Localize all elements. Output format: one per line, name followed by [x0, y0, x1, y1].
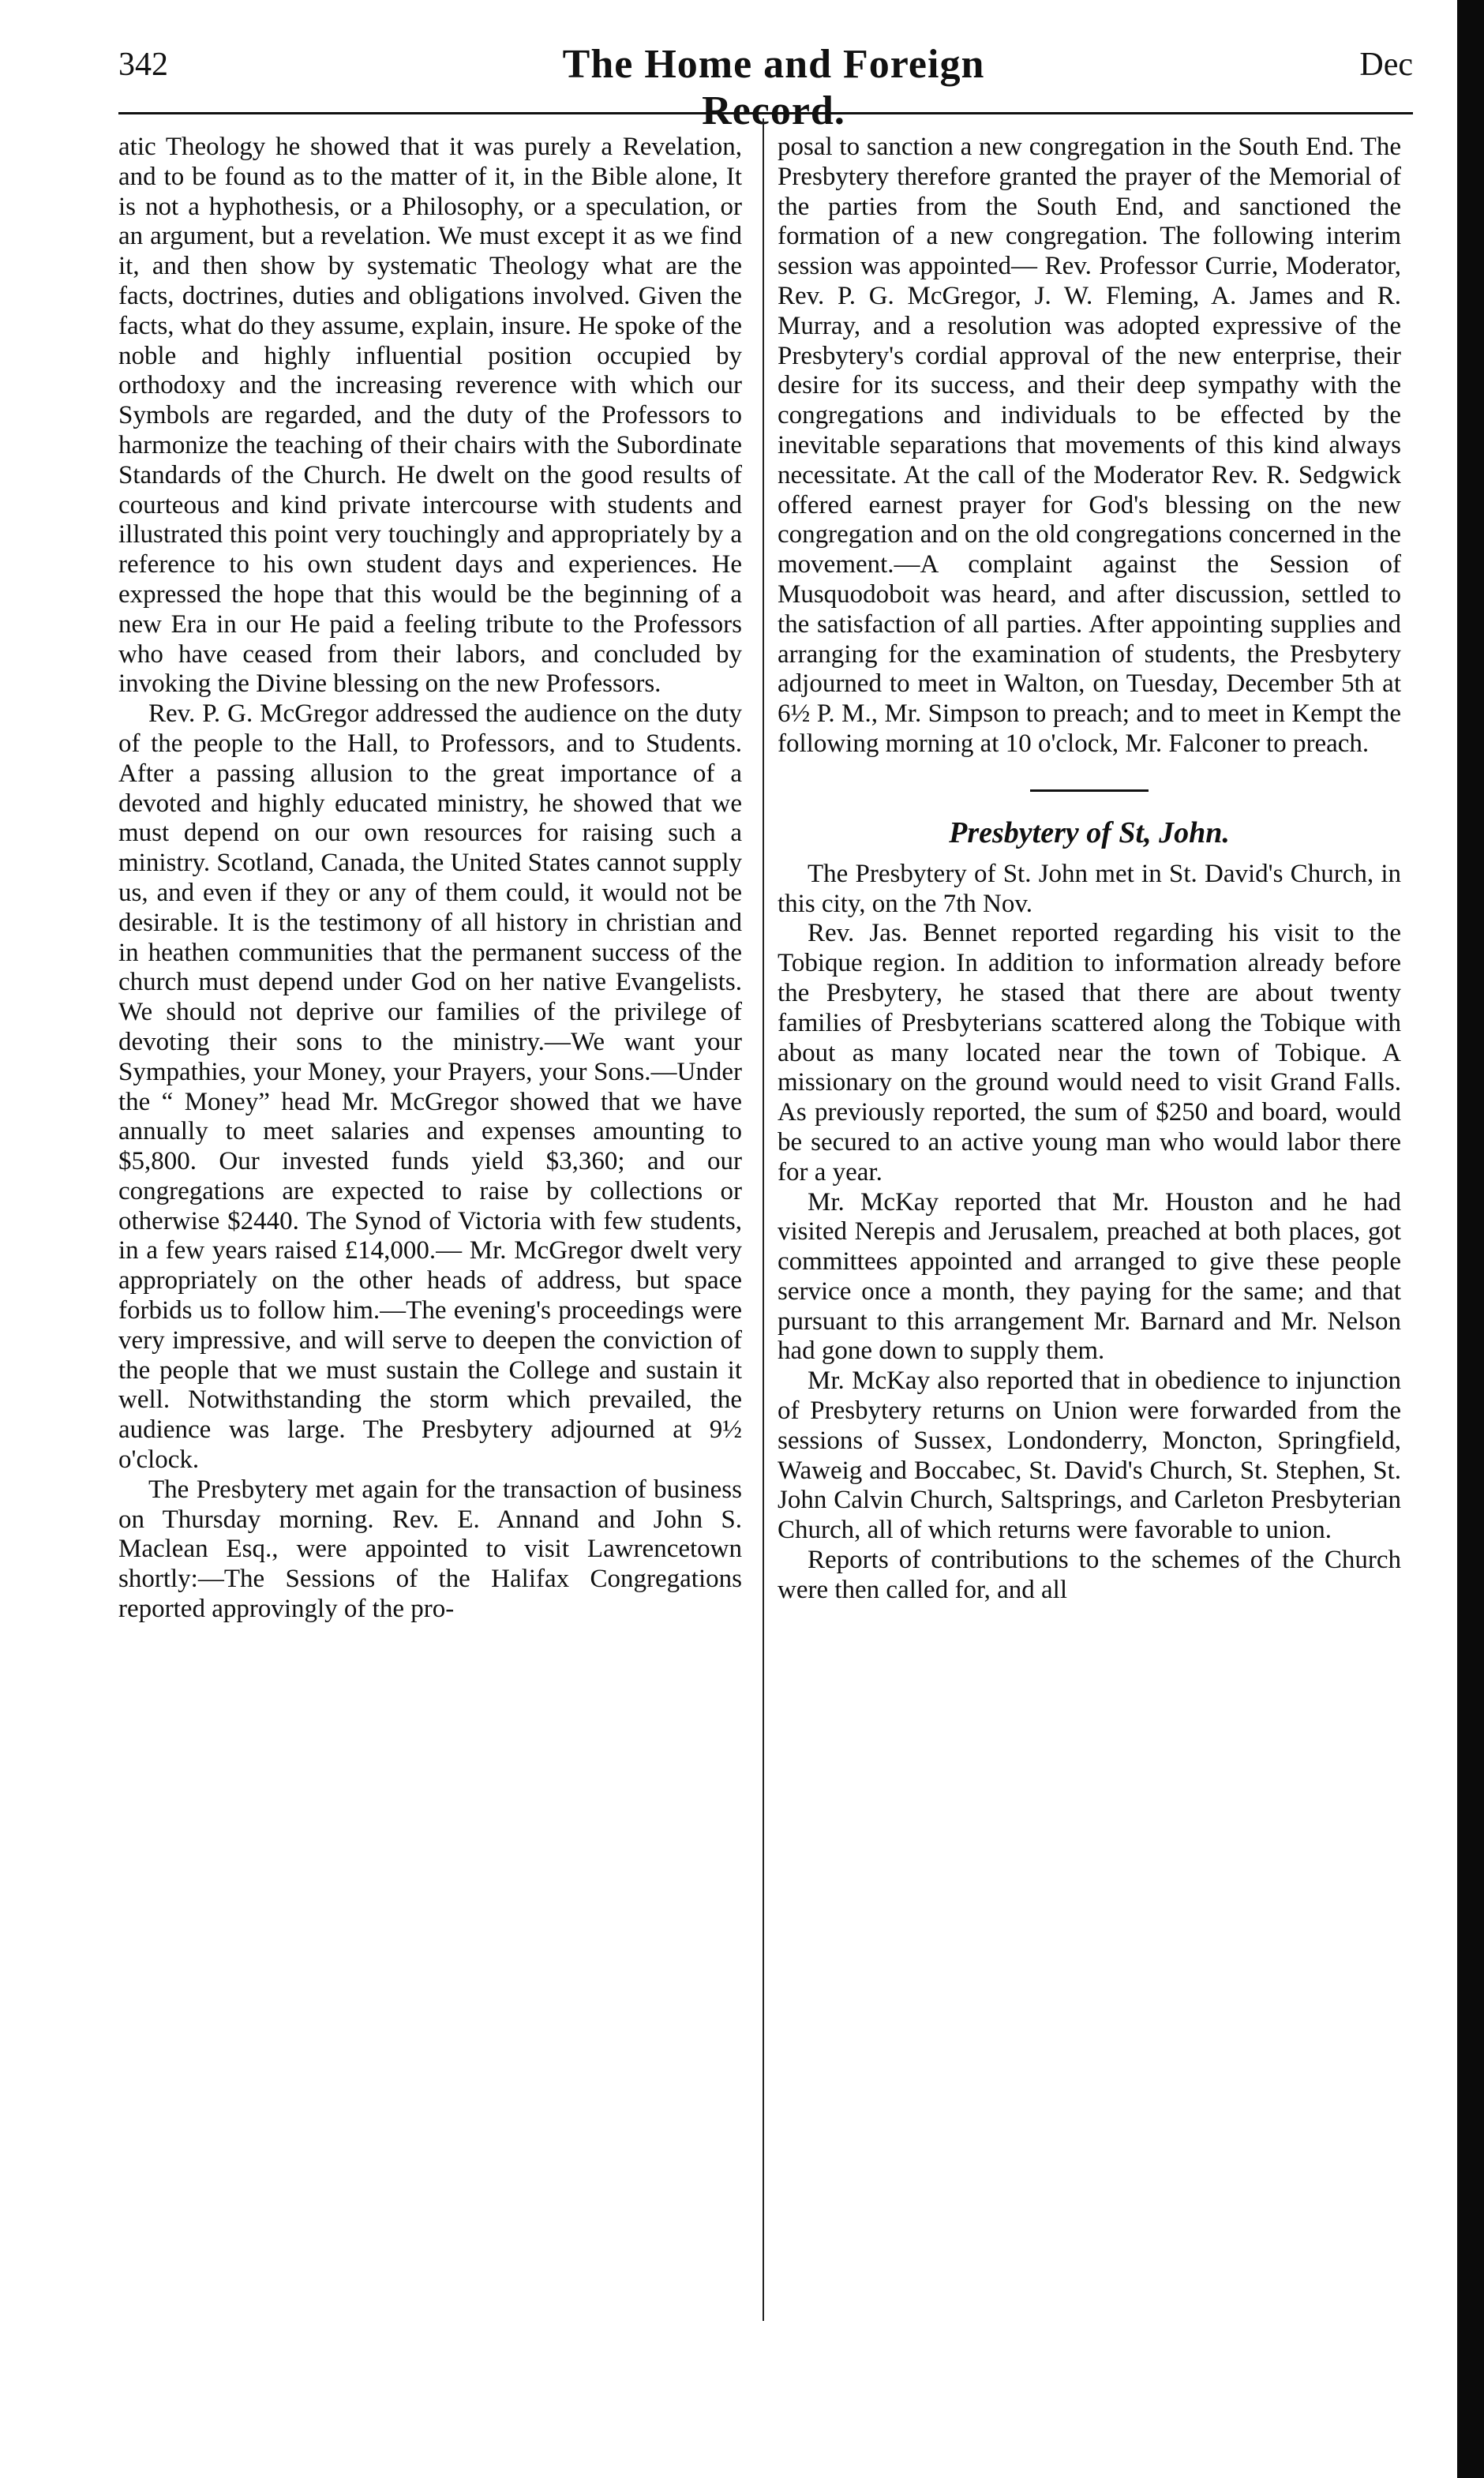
right-paragraph-1: posal to sanction a new congregation in the South End. The Presbytery therefore granted the prayer of the Memorial of the parties from the South End, and sanctioned the formation of a new congregation. The following interim session was appointed— Rev. Professor Currie, Moderator, Rev. P. G. McGregor, J. W. Fleming, A. James and R. Murray, and a resolution was adopted expressive of the Presbytery's cordial approval of the new enterprise, their desire for its success, and their deep sympathy with the congregations and individuals to be effected by the inevitable separations that movements of this kind always necessitate. At the call of the Moderator Rev. R. Sedgwick offered earnest prayer for God's blessing on the new congregation and on the old congregations concerned in the movement.—A complaint against the Session of Musquodoboit was heard, and after discussion, settled to the satisfaction of all parties. After appointing supplies and arranging for the examination of students, the Presbytery adjourned to meet in Walton, on Tuesday, December 5th at 6½ P. M., Mr. Simpson to preach; and to meet in Kempt the following morning at 10 o'clock, Mr. Falconer to preach. [778, 133, 1401, 758]
right-paragraph-3: Rev. Jas. Bennet reported regarding his visit to the Tobique region. In addition to information already before the Presbytery, he stased that there are about twenty families of Presbyterians scattered along the Tobique with about as many located near the town of Tobique. A missionary on the ground would need to visit Grand Falls. As previously reported, the sum of $250 and board, would be secured to an active young man who would labor there for a year. [778, 919, 1401, 1187]
right-paragraph-5: Mr. McKay also reported that in obedience to injunction of Presbytery returns on Union were forwarded from the sessions of Sussex, Londonderry, Moncton, Springfield, Waweig and Boccabec, St. David's Church, St. Stephen, St. John Calvin Church, Saltsprings, and Carleton Presbyterian Church, all of which returns were favorable to union. [778, 1366, 1401, 1545]
left-column [118, 133, 742, 1625]
scan-edge-shadow [1457, 0, 1484, 2478]
page-header [118, 38, 1413, 133]
left-paragraph-1: atic Theology he showed that it was purely a Revelation, and to be found as to the matter of it, in the Bible alone, It is not a hyphothesis, or a Philosophy, or a speculation, or an argument, but a revelation. We must except it as we find it, and then show by systematic Theology what are the facts, doctrines, duties and obligations involved. Given the facts, what do they assume, explain, insure. He spoke of the noble and highly influential position occupied by orthodoxy and the increasing reverence with which our Symbols are regarded, and the duty of the Professors to harmonize the teaching of their chairs with the Subordinate Standards of the Church. He dwelt on the good results of courteous and kind private intercourse with students and illustrated this point very touchingly and appropriately by a reference to his own student days and experiences. He expressed the hope that this would be the beginning of a new Era in our He paid a feeling tribute to the Professors who have ceased from their labors, and concluded by invoking the Divine blessing on the new Professors. [118, 133, 742, 699]
left-paragraph-2: Rev. P. G. McGregor addressed the audience on the duty of the people to the Hall, to Professors, and to Students. After a passing allusion to the great importance of a devoted and highly educated ministry, he showed that we must depend on our own resources for raising such a ministry. Scotland, Canada, the United States cannot supply us, and even if they or any of them could, it would not be desirable. It is the testimony of all history in christian and in heathen communities that the permanent success of the church must depend under God on her native Evangelists. We should not deprive our families of the privilege of devoting their sons to the ministry.—We want your Sympathies, your Money, your Prayers, your Sons.—Under the “ Money” head Mr. McGregor showed that we have annually to meet salaries and expenses amounting to $5,800. Our invested funds yield $3,360; and our congregations are expected to raise by collections or otherwise $2440. The Synod of Victoria with few students, in a few years raised £14,000.— Mr. McGregor dwelt very appropriately on the other heads of address, but space forbids us to follow him.—The evening's proceedings were very impressive, and will serve to deepen the conviction of the people that we must sustain the College and sustain it well. Notwithstanding the storm which prevailed, the audience was large. The Presbytery adjourned at 9½ o'clock. [118, 699, 742, 1475]
left-paragraph-3: The Presbytery met again for the transaction of business on Thursday morning. Rev. E. Annand and John S. Maclean Esq., were appointed to visit Lawrencetown shortly:—The Sessions of the Halifax Congregations reported approvingly of the pro- [118, 1475, 742, 1624]
page-number: 342 [118, 47, 168, 83]
right-paragraph-6: Reports of contributions to the schemes of the Church were then called for, and all [778, 1546, 1401, 1604]
right-column [778, 133, 1401, 1606]
right-paragraph-2: The Presbytery of St. John met in St. David's Church, in this city, on the 7th Nov. [778, 859, 1401, 918]
right-paragraph-4: Mr. McKay reported that Mr. Houston and he had visited Nerepis and Jerusalem, preached at both places, got committees appointed and arranged to give these people service once a month, they paying for the same; and that pursuant to this arrangement Mr. Barnard and Mr. Nelson had gone down to supply them. [778, 1187, 1401, 1366]
header-month: Dec [1359, 47, 1413, 83]
section-heading: Presbytery of St, John. [949, 815, 1230, 849]
section-divider [1030, 789, 1149, 792]
column-divider [763, 118, 764, 2321]
running-title: The Home and Foreign Record. [562, 42, 985, 133]
header-rule [118, 112, 1413, 114]
